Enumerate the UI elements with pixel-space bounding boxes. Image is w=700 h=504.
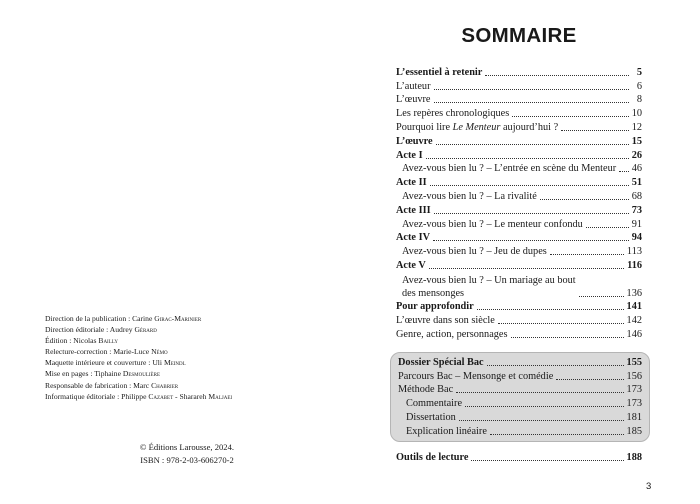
dot-leader xyxy=(434,102,629,103)
page-number: 3 xyxy=(646,481,652,492)
toc-entry[interactable]: Dossier Spécial Bac 155 xyxy=(398,356,642,368)
dot-leader xyxy=(459,420,624,421)
dot-leader xyxy=(465,406,624,407)
toc-entry[interactable]: Les repères chronologiques 10 xyxy=(396,108,642,120)
toc-entry[interactable]: Méthode Bac 173 xyxy=(398,384,642,396)
toc-entry[interactable]: L’auteur 6 xyxy=(396,80,642,92)
toc-entry[interactable]: Avez-vous bien lu ? – La rivalité 68 xyxy=(402,190,642,202)
toc-entry[interactable]: Pourquoi lire Le Menteur aujourd’hui ? 12 xyxy=(396,121,642,133)
dot-leader xyxy=(434,213,629,214)
credit-line: Mise en pages : Tiphaine Desmoulière xyxy=(45,369,160,379)
toc-entry[interactable]: Pour approfondir 141 xyxy=(396,301,642,313)
dot-leader xyxy=(430,185,629,186)
dot-leader xyxy=(477,309,624,310)
toc-main xyxy=(396,65,642,341)
toc-title: SOMMAIRE xyxy=(461,24,577,47)
toc-entry[interactable]: Explication linéaire 185 xyxy=(406,425,642,437)
dot-leader xyxy=(433,240,629,241)
dot-leader xyxy=(456,392,623,393)
dot-leader xyxy=(512,116,628,117)
isbn-line: ISBN : 978-2-03-606270-2 xyxy=(140,454,234,465)
toc-entry[interactable]: Acte IV 94 xyxy=(396,232,642,244)
toc-entry[interactable]: Commentaire 173 xyxy=(406,398,642,410)
credit-line: Direction éditoriale : Audrey Gérard xyxy=(45,325,157,335)
dot-leader xyxy=(556,379,623,380)
toc-entry[interactable]: Acte V 116 xyxy=(396,259,642,271)
dot-leader xyxy=(471,460,623,461)
dot-leader xyxy=(498,323,624,324)
bac-dossier-entries xyxy=(398,355,642,438)
toc-entry[interactable]: Avez-vous bien lu ? – L’entrée en scène du Menteur 46 xyxy=(402,163,642,175)
credit-line: Responsable de fabrication : Marc Chabrier xyxy=(45,380,179,390)
dot-leader xyxy=(436,144,629,145)
copyright-block xyxy=(127,441,247,466)
toc-entry[interactable]: L’œuvre dans son siècle 142 xyxy=(396,315,642,327)
dot-leader xyxy=(540,199,629,200)
dot-leader xyxy=(426,158,629,159)
dot-leader xyxy=(619,171,629,172)
toc-entry[interactable]: Avez-vous bien lu ? – Un mariage au bout des mensonges 136 xyxy=(402,274,642,299)
dot-leader xyxy=(561,130,629,131)
credit-line: Relecture-correction : Marie-Luce Némo xyxy=(45,347,168,357)
dot-leader xyxy=(485,75,629,76)
credit-line: Maquette intérieure et couverture : Uli Meindl xyxy=(45,358,186,368)
toc-entry[interactable]: L’œuvre 8 xyxy=(396,94,642,106)
toc-entry[interactable]: Acte III 73 xyxy=(396,204,642,216)
toc-entry[interactable]: L’œuvre 15 xyxy=(396,135,642,147)
toc-entry[interactable]: Parcours Bac – Mensonge et comédie 156 xyxy=(398,370,642,382)
toc-entry[interactable]: Acte II 51 xyxy=(396,177,642,189)
toc-entry[interactable]: Avez-vous bien lu ? – Le menteur confondu 91 xyxy=(402,218,642,230)
dot-leader xyxy=(490,434,624,435)
credit-line: Direction de la publication : Carine Girac-Marinier xyxy=(45,314,202,323)
toc-entry[interactable]: L’essentiel à retenir 5 xyxy=(396,66,642,78)
toc-entry[interactable]: Genre, action, personnages 146 xyxy=(396,328,642,340)
dot-leader xyxy=(487,365,624,366)
toc-entry[interactable]: Avez-vous bien lu ? – Jeu de dupes 113 xyxy=(402,246,642,258)
dot-leader xyxy=(511,337,624,338)
credit-line: Édition : Nicolas Bailly xyxy=(45,336,118,346)
toc-entry[interactable]: Dissertation 181 xyxy=(406,411,642,423)
toc-entry[interactable]: Outils de lecture 188 xyxy=(396,451,642,463)
dot-leader xyxy=(579,296,624,297)
credits-block xyxy=(45,313,315,402)
toc-entry[interactable]: Acte I 26 xyxy=(396,149,642,161)
credit-line: Informatique éditoriale : Philippe Cazabet - Sharareh Maljaei xyxy=(45,391,233,401)
dot-leader xyxy=(586,227,629,228)
toc-tools xyxy=(396,450,642,464)
dot-leader xyxy=(434,89,629,90)
dot-leader xyxy=(429,268,624,269)
copyright-line: © Éditions Larousse, 2024. xyxy=(139,442,235,452)
dot-leader xyxy=(550,254,624,255)
